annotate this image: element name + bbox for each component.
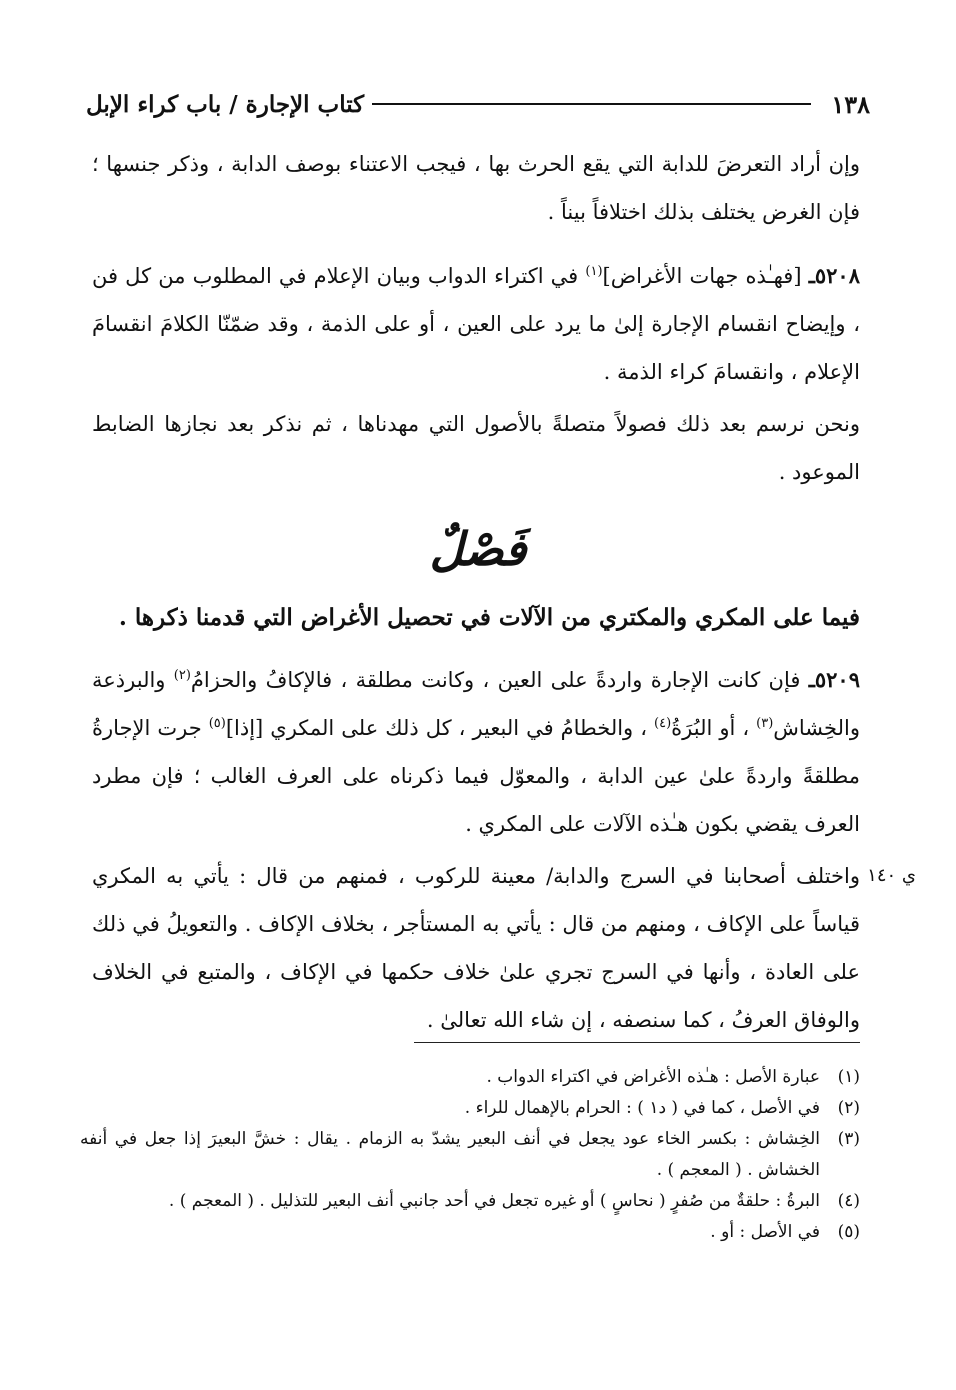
footnote-marker: (١) (837, 1067, 860, 1087)
footnote-ref-5[interactable]: (٥) (208, 716, 226, 731)
footnote-item (80, 1124, 860, 1186)
footnote-text: الخِشاش : بكسر الخاء عود يجعل في أنف البعير يشدّ به الزمام . يقال : خشَّ البعيرَ إذا جعل في أنفه الخشاش . ( المعجم ) . (80, 1129, 820, 1180)
footnote-item (80, 1062, 860, 1093)
paragraph-text-bracket: [فهـٰذه جهات الأغراض] (602, 264, 802, 288)
footnote-marker: (٣) (837, 1129, 860, 1149)
paragraph-text: والبرذعة والخِشاش (92, 668, 860, 740)
footnote-item (80, 1093, 860, 1124)
page-number: ١٣٨ (831, 89, 870, 119)
paragraph-text: جرت الإجارةُ مطلقةً واردةً علىٰ عين الدابة ، والمعوّل فيما ذكرناه على العرف الغالب ؛ فإن مطرد العرف يقضي بكون هـٰذه الآلات على المكري . (92, 716, 860, 836)
paragraph-intro (92, 140, 860, 236)
footnote-marker: (٥) (837, 1222, 860, 1242)
paragraph-plan (92, 400, 860, 496)
paragraph-text: ، والخطامُ في البعير ، كل ذلك على المكري [إذا] (225, 716, 647, 740)
paragraph-text: واختلف أصحابنا في السرج والدابة/ معينة للركوب ، فمنهم من قال : يأتي به المكري قياساً على الإكاف ، ومنهم من قال : يأتي به المستأجر ، بخلاف الإكاف . والتعويلُ في ذلك على العادة ، وأنها في السرج تجري علىٰ خلاف حكمها في الإكاف ، والمتبع في الخلاف والوفاق العرفُ ، كما سنصفه ، إن شاء الله تعالىٰ . (92, 864, 860, 1032)
paragraph-text: فإن كانت الإجارة واردةً على العين ، وكانت مطلقة ، فالإكافُ والحزامُ (190, 668, 801, 692)
paragraph-5208 (92, 252, 860, 396)
footnote-separator (414, 1042, 860, 1043)
footnote-text: في الأصل : أو . (710, 1222, 820, 1242)
running-header (86, 84, 870, 124)
paragraph-saddle (92, 852, 860, 1044)
footnote-item (80, 1186, 860, 1217)
paragraph-number: ٥٢٠٩ـ (808, 667, 860, 692)
paragraph-text: في اكتراء الدواب وبيان الإعلام في المطلوب من كل فن ، وإيضاح انقسام الإجارة إلىٰ ما يرد على العين ، أو على الذمة ، وقد ضمّنّا الكلامَ انقسامَ الإعلام ، وانقسامَ كراء الذمة . (92, 264, 860, 384)
paragraph-5209 (92, 656, 860, 848)
paragraph-text: ونحن نرسم بعد ذلك فصولاً متصلةً بالأصول التي مهدناها ، ثم نذكر بعد نجازها الضابط الموعود . (92, 412, 860, 484)
footnote-ref-2[interactable]: (٢) (173, 668, 191, 683)
margin-folio-note: ي ١٤٠ (867, 865, 916, 886)
footnotes-list (80, 1062, 860, 1248)
footnote-text: البرةُ : حلقةٌ من صُفرٍ ( نحاسٍ ) أو غيره تجعل في أحد جانبي أنف البعير للتذليل . ( المعجم ) . (168, 1191, 820, 1211)
section-mark: فَصْلٌ (429, 522, 527, 576)
section-heading: فيما على المكري والمكتري من الآلات في تحصيل الأغراض التي قدمنا ذكرها . (118, 604, 860, 631)
footnote-ref-1[interactable]: (١) (585, 264, 603, 279)
footnote-text: عبارة الأصل : هـٰذه الأغراض في اكتراء الدواب . (486, 1067, 820, 1087)
footnote-ref-3[interactable]: (٣) (756, 716, 774, 731)
paragraph-number: ٥٢٠٨ـ (808, 263, 860, 288)
footnote-text: في الأصل ، كما في ( د١ ) : الحرام بالإهمال للراء . (464, 1098, 820, 1118)
footnote-item (80, 1217, 860, 1248)
paragraph-text: ، أو البُرَةُ (671, 716, 750, 740)
footnote-marker: (٢) (837, 1098, 860, 1118)
header-title: كتاب الإجارة / باب كراء الإبل (86, 90, 365, 118)
footnote-marker: (٤) (837, 1191, 860, 1211)
paragraph-text: وإن أراد التعرضَ للدابة التي يقع الحرث بها ، فيجب الاعتناء بوصف الدابة ، وذكر جنسها ؛ فإن الغرض يختلف بذلك اختلافاً بيناً . (92, 152, 860, 224)
footnote-ref-4[interactable]: (٤) (654, 716, 672, 731)
header-rule (372, 103, 811, 105)
